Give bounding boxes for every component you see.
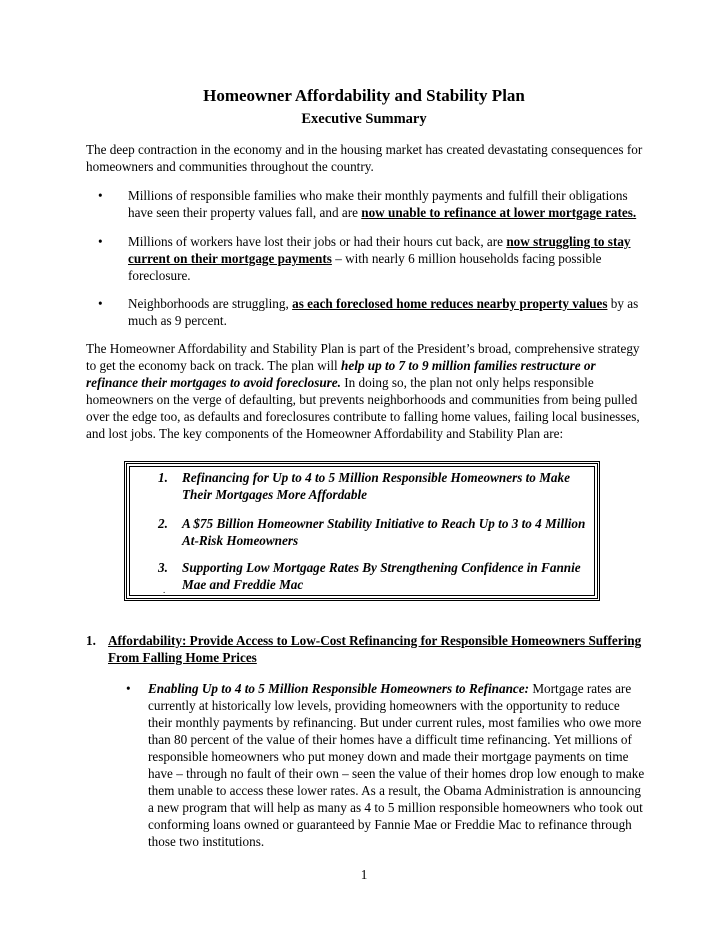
component-number: 3. [158, 560, 168, 575]
bullet-plain-text: Millions of responsible families who make their monthly payments and fulfill their obligations have seen their property values fall, and are [128, 188, 628, 220]
bullet-icon: • [98, 188, 103, 203]
component-text: A $75 Billion Homeowner Stability Initiative to Reach Up to 3 to 4 Million At-Risk Homeowners [182, 516, 586, 548]
bullet-plain-text: Neighborhoods are struggling, [128, 296, 293, 311]
bullet-text [128, 295, 646, 329]
bullet-icon: • [98, 234, 103, 249]
component-number: 2. [158, 516, 168, 531]
subtitle-text: Executive Summary [301, 111, 427, 127]
bullet-tail-text: – with nearly 6 million households facing possible foreclosure. [128, 251, 602, 283]
strategy-text-2: In doing so, the plan not only helps responsible homeowners on the verge of defaulting, but prevents neighborhoods and communities from being pulled over the edge too, as defaults and foreclosures contribute to falling home values, failing local businesses, and lost jobs. The key components of the Homeowner Affordability and Stability Plan are: [86, 375, 640, 441]
component-number: 1. [158, 470, 168, 485]
bullet-text [128, 187, 646, 221]
bullet-text [148, 680, 646, 850]
stray-mark: . [163, 585, 166, 595]
bullet-emphasis: as each foreclosed home reduces nearby property values [292, 296, 608, 311]
strategy-emphasis: help up to 7 to 9 million families restructure or refinance their mortgages to avoid foreclosure. [86, 358, 596, 390]
section-number: 1. [86, 633, 96, 648]
bullet-lead: Enabling Up to 4 to 5 Million Responsible Homeowners to Refinance: [148, 681, 530, 696]
bullet-emphasis: now struggling to stay current on their mortgage payments [128, 234, 631, 266]
bullet-body: Mortgage rates are currently at historically low levels, providing homeowners with the opportunity to reduce their monthly payments by refinancing. But under current rules, most families who owe more than 80 percent of the value of their homes have a difficult time refinancing. Yet millions of responsible homeowners who put money down and made their mortgage payments on time have – through no fault of their own – seen the value of their homes drop low enough to make them unable to access these lower rates. As a result, the Obama Administration is announcing a new program that will help as many as 4 to 5 million responsible homeowners who took out conforming loans owned or guaranteed by Fannie Mae or Freddie Mac to refinance through those two institutions. [148, 681, 645, 849]
bullet-icon: • [126, 681, 131, 696]
document-title: Homeowner Affordability and Stability Plan [203, 86, 525, 105]
component-text: Supporting Low Mortgage Rates By Strengthening Confidence in Fannie Mae and Freddie Mac [182, 560, 581, 592]
bullet-tail-text: by as much as 9 percent. [128, 296, 639, 328]
intro-paragraph: The deep contraction in the economy and in the housing market has created devastating consequences for homeowners and communities throughout the country. [86, 142, 643, 174]
page-number: 1 [360, 867, 368, 882]
bullet-emphasis: now unable to refinance at lower mortgage rates. [361, 205, 637, 220]
strategy-text-1: The Homeowner Affordability and Stability Plan is part of the President’s broad, comprehensive strategy to get the economy back on track. The plan will [86, 341, 640, 373]
bullet-plain-text: Millions of workers have lost their jobs or had their hours cut back, are [128, 234, 507, 249]
section-heading-text: Affordability: Provide Access to Low-Cost Refinancing for Responsible Homeowners Suffering From Falling Home Prices [108, 633, 642, 665]
component-text: Refinancing for Up to 4 to 5 Million Responsible Homeowners to Make Their Mortgages More Affordable [182, 470, 570, 502]
bullet-text [128, 233, 646, 284]
bullet-icon: • [98, 296, 103, 311]
document-subtitle [0, 110, 728, 128]
strategy-paragraph [86, 340, 646, 442]
